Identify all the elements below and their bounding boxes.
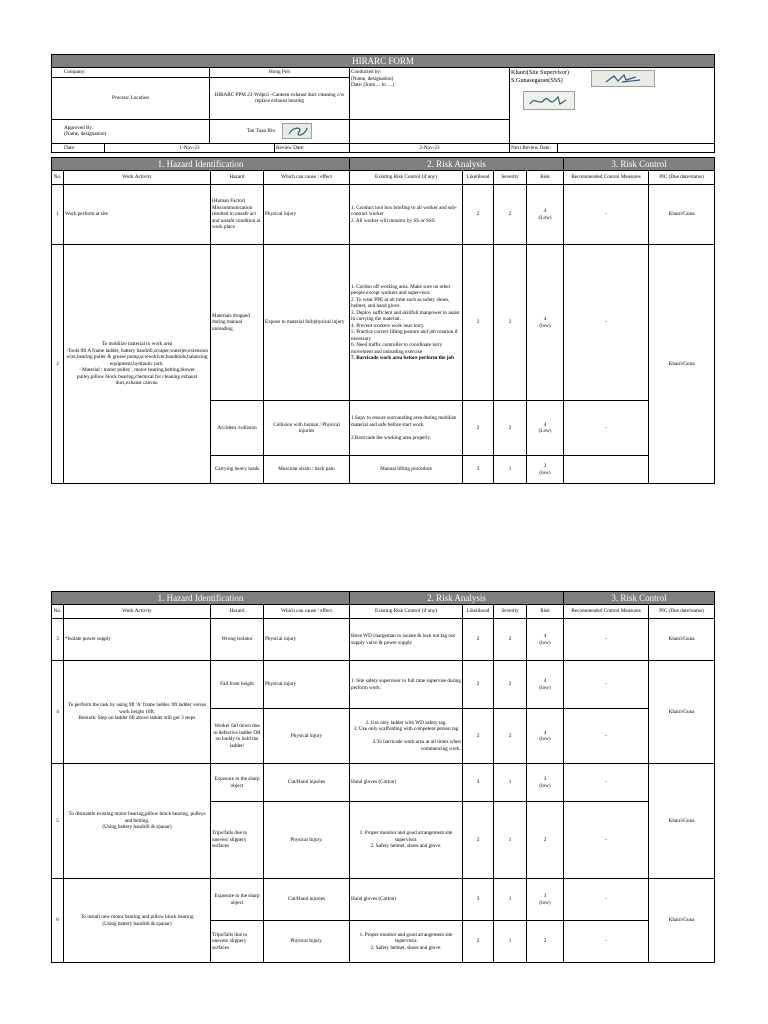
col-risk: Risk — [527, 171, 564, 185]
next-review-label: Next Review Date: — [510, 143, 558, 153]
section-hazard-identification: 1. Hazard Identification — [52, 158, 350, 171]
col-effect: Which can cause / effect — [264, 605, 350, 619]
col-existing-control: Existing Risk Control (if any) — [350, 605, 463, 619]
risk-table-page-1 — [51, 157, 715, 484]
col-no: No. — [52, 171, 64, 185]
table-row: Accident /collision Collision with human / Physical injuries 1.Supv to ensure surrounding area during mobilize material and safe before start work. 2.Barricade the working area properly. 2 2 4 (Low) - — [52, 401, 715, 456]
col-risk: Risk — [527, 605, 564, 619]
table-row: Worker fall down due to defective ladder OR no buddy to hold the ladder/ Physical injury 2. Use only ladder with WD safety tag. 3. Use only scaffolding with competent person tag 4.To barricade work area at all times when commencing work. 2 2 4 (low) - — [52, 709, 715, 764]
date-label: Date: — [52, 143, 105, 153]
signature-image — [282, 123, 312, 139]
col-work-activity: Work Activity — [64, 605, 211, 619]
conducted-label: Conducted by: (Name, designation) Date: (from… to …) — [350, 68, 510, 120]
table-row: Trips/falls due to uneven/ slippery surfaces Physical Injury. 1. Proper monitor and good arrangement site supervisor. 2. Safety helmet, shoes and glove. 2 1 2 - — [52, 921, 715, 963]
table-row: Carrying heavy loads Muscular strain / back pain Manual lifting procedure 3 1 3 (low) — [52, 456, 715, 484]
col-hazard: Hazard — [211, 605, 264, 619]
table-row: 3 *Isolate power supply Wrong isolator Physical injury Have WD chargeman to isolate & lock out tag out supply valve & power supply 2 2 4 (low) - Khairi/Guna — [52, 619, 715, 661]
col-severity: Severity — [494, 605, 527, 619]
col-pic: PIC (Due date/status) — [649, 171, 715, 185]
col-severity: Severity — [494, 171, 527, 185]
col-work-activity: Work Activity — [64, 171, 211, 185]
section-risk-control: 3. Risk Control — [564, 592, 715, 605]
review-label: Review Date: — [275, 143, 350, 153]
approved-value: Tan Tuan Bin — [210, 119, 350, 143]
company-label: Company: — [52, 68, 210, 78]
process-label: Process/ Location — [52, 77, 210, 119]
table-row: 2 To mobilize material to work area -Tools:9ft A frame ladder, battery handrill,scraper,waterjet,extension wire,bearing puller & grease pump,screwdriver,handtools,balancing equipment,hydraulic jack. - Material : motor pulley , motor bearing,belting,blower pulley,pillow block bearing,chemical for cleaning exhaust duct,exhaust canvas. Materials dropped during manual unloading Expose to material fall/physical injury 1. Cordon off working area. Make sure no other people except workers and supervisor. 2. To wear PPE at all time such as safety shoes, helmet, and hand glove. 3. Deploy sufficient and skillfull manpower to assist in carrying the material. 4. Prevent workers work near lorry. 5. Practice correct lifting posture and job rotation if necessary 6. Need traffic controller to coordinate lorry movement and unloading exercise 7. Barricade work area before perform the job 2 2 4 (low) - Khairi/Guna — [52, 245, 715, 401]
section-risk-control: 3. Risk Control — [564, 158, 715, 171]
table-row: 4 To perform the task by using 9ft 'A' frame ladder. 9ft ladder versus work height 10ft, Remark: Step on ladder 6ft above ladder still got 3 steps Fall from height Physical injury 1. Site safety supervisor to full time supervise during perform work. 2 2 4 (low) - Khairi/Guna — [52, 661, 715, 709]
col-no: No. — [52, 605, 64, 619]
col-hazard: Hazard — [211, 171, 264, 185]
table-row: 5 To dismantle existing motor bearing,pillow block bearing, pulleys and belting. (Using battery handrill & spanar) Exposure to the sharp object Cut/Hand injuries Hand gloves (Cotton) 3 1 3 (low) - Khairi/Guna — [52, 764, 715, 802]
section-hazard-identification: 1. Hazard Identification — [52, 592, 350, 605]
col-effect: Which can cause / effect — [264, 171, 350, 185]
col-likelihood: Likelihood — [463, 171, 494, 185]
conducted-value: Khairi(Site Supervisor) S.Gunasegaran(SSS) — [510, 68, 715, 144]
hirarc-header-table — [51, 54, 715, 153]
approved-label: Approved By: (Name, designation) — [52, 119, 210, 143]
section-risk-analysis: 2. Risk Analysis — [350, 158, 564, 171]
review-value: 2-Nov-23 — [350, 143, 510, 153]
col-recommended: Recommended Control Measures — [564, 171, 649, 185]
table-row: Trips/falls due to uneven/ slippery surfaces Physical Injury. 1. Proper monitor and good arrangement site supervisor. 2. Safety helmet, shoes and glove. 2 1 2 - — [52, 802, 715, 879]
col-pic: PIC (Due date/status) — [649, 605, 715, 619]
date-value: 1-Nov-23 — [105, 143, 275, 153]
table-row: 1 Work perform at site (Human Factor) Miscommunication resulted in unsafe act and unsafe condition at work place Physical injury 1. Conduct tool box briefing to all worker and sub-contract worker 2. All worker will monitor by SS or SSS 2 2 4 (Low) - Khairi/Guna — [52, 185, 715, 245]
col-recommended: Recommended Control Measures — [564, 605, 649, 619]
table-row: 6 To install new motor bearing and pillow block bearing (Using battery handrill & spanar) Exposure to the sharp object Cut/Hand injuries Hand gloves (Cotton) 3 1 3 (low) - Khairi/Guna — [52, 879, 715, 921]
section-risk-analysis: 2. Risk Analysis — [350, 592, 564, 605]
signature-image — [523, 91, 575, 110]
company-value: Hong Poh — [210, 68, 350, 78]
signature-image — [591, 70, 655, 87]
risk-table-page-2 — [51, 591, 715, 963]
form-title: HIRARC FORM — [52, 55, 715, 68]
process-value: HIRARC PPM 23-Wdpn1 -Canteen exhaust duct cleaning c/w replace exhaust bearing — [210, 77, 350, 119]
col-likelihood: Likelihood — [463, 605, 494, 619]
col-existing-control: Existing Risk Control (if any) — [350, 171, 463, 185]
